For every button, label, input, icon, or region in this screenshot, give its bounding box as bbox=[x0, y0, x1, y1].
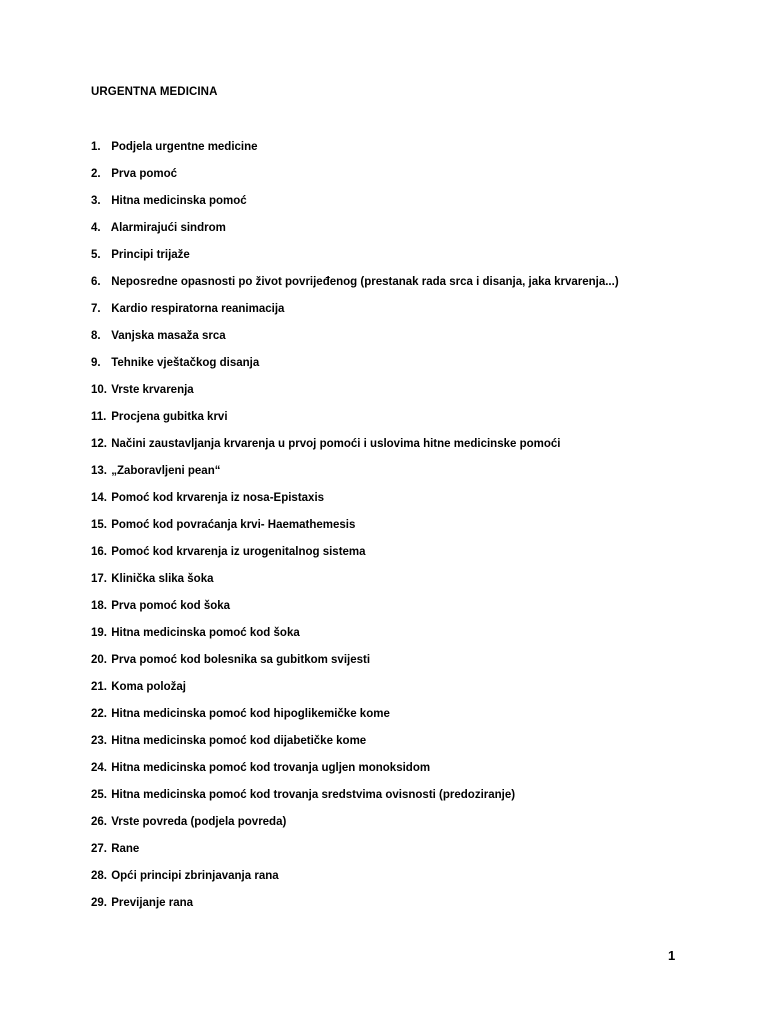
list-item bbox=[91, 167, 619, 194]
list-item bbox=[91, 707, 619, 734]
list-item-number: 22. bbox=[91, 708, 107, 720]
list-item-text: Hitna medicinska pomoć kod šoka bbox=[111, 627, 300, 639]
list-item-text: „Zaboravljeni pean“ bbox=[111, 465, 221, 477]
list-item-number: 13. bbox=[91, 465, 107, 477]
list-item-text: Kardio respiratorna reanimacija bbox=[111, 303, 285, 315]
list-item bbox=[91, 653, 619, 680]
list-item-text: Hitna medicinska pomoć kod trovanja ugljen monoksidom bbox=[111, 762, 431, 774]
list-item bbox=[91, 815, 619, 842]
list-item-text: Tehnike vještačkog disanja bbox=[111, 357, 260, 369]
list-item bbox=[91, 572, 619, 599]
list-item-text: Hitna medicinska pomoć kod hipoglikemičke kome bbox=[111, 708, 390, 720]
list-item-text: Previjanje rana bbox=[111, 897, 194, 909]
list-item-text: Alarmirajući sindrom bbox=[110, 222, 226, 234]
list-item-number: 28. bbox=[91, 870, 107, 882]
list-item-text: Principi trijaže bbox=[111, 249, 190, 261]
list-item bbox=[91, 545, 619, 572]
list-item-number: 2. bbox=[91, 168, 101, 180]
list-item-text: Vanjska masaža srca bbox=[111, 330, 226, 342]
list-item-text: Pomoć kod povraćanja krvi- Haemathemesis bbox=[111, 519, 356, 531]
list-item bbox=[91, 869, 619, 896]
list-item-text: Podjela urgentne medicine bbox=[111, 141, 258, 153]
list-item bbox=[91, 194, 619, 221]
list-item-number: 1. bbox=[91, 141, 101, 153]
list-item-text: Klinička slika šoka bbox=[111, 573, 214, 585]
list-item-text: Pomoć kod krvarenja iz nosa-Epistaxis bbox=[111, 492, 325, 504]
list-item bbox=[91, 788, 619, 815]
list-item-text: Hitna medicinska pomoć bbox=[111, 195, 247, 207]
list-item-text: Opći principi zbrinjavanja rana bbox=[111, 870, 279, 882]
list-item-text: Hitna medicinska pomoć kod trovanja sredstvima ovisnosti (predoziranje) bbox=[111, 789, 516, 801]
list-item-number: 26. bbox=[91, 816, 107, 828]
list-item-text: Načini zaustavljanja krvarenja u prvoj pomoći i uslovima hitne medicinske pomoći bbox=[111, 438, 561, 450]
list-item-text: Prva pomoć kod bolesnika sa gubitkom svijesti bbox=[111, 654, 371, 666]
list-item-number: 29. bbox=[91, 897, 107, 909]
list-item-number: 8. bbox=[91, 330, 101, 342]
list-item-number: 16. bbox=[91, 546, 107, 558]
list-item-number: 12. bbox=[91, 438, 107, 450]
list-item-text: Prva pomoć bbox=[111, 168, 178, 180]
list-item bbox=[91, 599, 619, 626]
list-item-text: Vrste krvarenja bbox=[111, 384, 194, 396]
list-item-number: 15. bbox=[91, 519, 107, 531]
list-item-number: 18. bbox=[91, 600, 107, 612]
list-item-number: 3. bbox=[91, 195, 101, 207]
list-item bbox=[91, 329, 619, 356]
list-item bbox=[91, 302, 619, 329]
list-item-text: Neposredne opasnosti po život povrijeđenog (prestanak rada srca i disanja, jaka krvarenja...) bbox=[111, 276, 619, 288]
list-item bbox=[91, 626, 619, 653]
list-item bbox=[91, 410, 619, 437]
list-item-number: 9. bbox=[91, 357, 101, 369]
list-item-text: Hitna medicinska pomoć kod dijabetičke kome bbox=[111, 735, 367, 747]
list-item-number: 21. bbox=[91, 681, 107, 693]
list-item-number: 10. bbox=[91, 384, 107, 396]
list-item-number: 27. bbox=[91, 843, 107, 855]
list-item-number: 11. bbox=[91, 411, 107, 423]
list-item bbox=[91, 437, 619, 464]
list-item bbox=[91, 734, 619, 761]
list-item-number: 5. bbox=[91, 249, 101, 261]
list-item-number: 14. bbox=[91, 492, 107, 504]
list-item-text: Koma položaj bbox=[111, 681, 186, 693]
list-item bbox=[91, 518, 619, 545]
list-item-number: 6. bbox=[91, 276, 101, 288]
list-item-number: 4. bbox=[91, 222, 101, 234]
list-item bbox=[91, 275, 619, 302]
list-item bbox=[91, 140, 619, 167]
list-item-text: Prva pomoć kod šoka bbox=[111, 600, 231, 612]
list-item bbox=[91, 761, 619, 788]
list-item-number: 25. bbox=[91, 789, 107, 801]
list-item-number: 7. bbox=[91, 303, 101, 315]
page-number: 1 bbox=[668, 948, 676, 963]
list-item-number: 24. bbox=[91, 762, 107, 774]
list-item bbox=[91, 248, 619, 275]
list-item bbox=[91, 491, 619, 518]
list-item bbox=[91, 383, 619, 410]
list-item-text: Procjena gubitka krvi bbox=[111, 411, 228, 423]
list-item-text: Rane bbox=[111, 843, 140, 855]
list-item bbox=[91, 842, 619, 869]
topic-list bbox=[91, 140, 619, 923]
list-item bbox=[91, 680, 619, 707]
list-item bbox=[91, 221, 619, 248]
list-item-number: 17. bbox=[91, 573, 107, 585]
list-item bbox=[91, 896, 619, 923]
list-item-number: 23. bbox=[91, 735, 107, 747]
list-item bbox=[91, 464, 619, 491]
list-item-text: Pomoć kod krvarenja iz urogenitalnog sistema bbox=[111, 546, 366, 558]
list-item-number: 20. bbox=[91, 654, 107, 666]
list-item-number: 19. bbox=[91, 627, 107, 639]
list-item bbox=[91, 356, 619, 383]
list-item-text: Vrste povreda (podjela povreda) bbox=[111, 816, 287, 828]
document-title: URGENTNA MEDICINA bbox=[91, 86, 218, 98]
